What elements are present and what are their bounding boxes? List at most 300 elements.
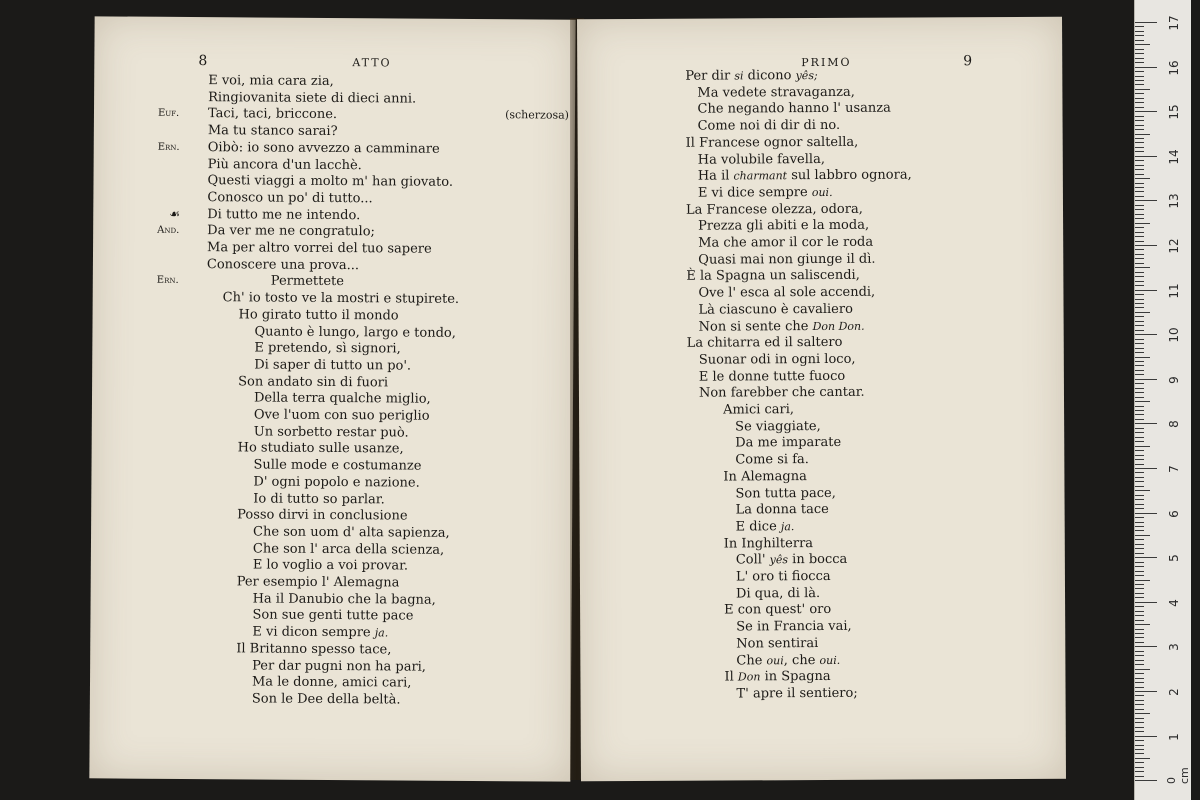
ruler-tick: [1135, 495, 1144, 496]
verse-segment: L' oro ti fiocca: [735, 568, 831, 585]
ruler-tick: [1135, 504, 1144, 505]
ruler-label: 16: [1167, 59, 1181, 76]
ruler-label: 13: [1167, 193, 1181, 210]
verse-segment: Ch' io tosto ve la mostri e stupirete.: [222, 290, 460, 307]
ruler-tick: [1135, 325, 1144, 326]
ruler-tick: [1135, 125, 1144, 126]
ruler-tick: [1135, 459, 1144, 460]
verse-text: [735, 435, 841, 451]
ruler-tick: [1135, 111, 1157, 112]
verse-text: [237, 508, 407, 524]
ruler-tick: [1135, 160, 1144, 161]
verse-text: [735, 419, 821, 434]
ruler-tick: [1135, 352, 1144, 353]
ruler-tick: [1135, 62, 1144, 63]
ruler-tick: [1135, 214, 1144, 215]
verse-segment: Son tutta pace,: [735, 485, 836, 501]
verse-segment: Il: [724, 669, 738, 685]
verse-text: [698, 218, 869, 234]
ruler-tick: [1135, 299, 1144, 300]
ruler-label: 9: [1167, 375, 1181, 384]
ruler-label: 15: [1167, 104, 1181, 120]
verse-segment: Ho studiato sulle usanze,: [237, 440, 404, 457]
ruler-tick: [1135, 388, 1144, 389]
ruler-tick: [1135, 142, 1144, 143]
ruler-tick: [1135, 102, 1144, 103]
ruler-tick: [1135, 223, 1150, 224]
ruler-label: 6: [1167, 509, 1181, 518]
verse-segment: dicono: [743, 68, 796, 84]
verse-segment: Che negando hanno l' usanza: [697, 101, 891, 118]
ruler-tick: [1135, 267, 1150, 268]
verse-text: [724, 536, 813, 551]
ruler-tick: [1135, 379, 1157, 380]
verse-segment: E vi dice sempre: [697, 184, 812, 201]
ruler-tick: [1135, 544, 1144, 545]
ruler-tick: [1135, 423, 1157, 424]
verse-segment: in Spagna: [760, 669, 831, 685]
ruler-label: 7: [1167, 465, 1181, 473]
verse-text: [254, 341, 400, 357]
ruler-tick: [1135, 44, 1150, 45]
ruler-tick: [1135, 704, 1144, 705]
verse-segment: E lo voglio a voi provar.: [252, 557, 409, 574]
ruler-tick: [1135, 624, 1150, 625]
verse-segment: Ma che amor il cor le roda: [698, 234, 874, 251]
verse-line: [581, 685, 1066, 705]
verse-text: [723, 469, 806, 484]
verse-text: [698, 251, 875, 267]
verse-segment: D' ogni popolo e nazione.: [253, 474, 420, 491]
verse-text: [698, 118, 841, 134]
verse-segment: Coll': [735, 552, 770, 568]
ruler-tick: [1135, 593, 1144, 594]
verse-text: [698, 235, 873, 251]
ruler-tick: [1135, 330, 1144, 331]
ruler-tick: [1135, 727, 1144, 728]
ruler-tick: [1135, 178, 1150, 179]
verse-segment: E dice: [735, 519, 781, 535]
ruler-tick: [1135, 281, 1144, 282]
ruler-tick: [1135, 745, 1144, 746]
verse-segment: Son andato sin di fuori: [238, 373, 389, 390]
ruler-tick: [1135, 606, 1144, 607]
ruler-tick: [1135, 254, 1144, 255]
ruler-tick: [1135, 343, 1144, 344]
verse-segment: Il Francese ognor saltella,: [685, 134, 859, 151]
verse-segment: Più ancora d'un lacchè.: [207, 156, 362, 173]
verse-segment: in bocca: [787, 552, 848, 568]
ruler-tick: [1135, 468, 1157, 469]
verse-text: [736, 519, 795, 534]
verse-text: [223, 290, 459, 307]
ruler-tick: [1135, 749, 1144, 750]
verse-segment: Non sentirai: [736, 635, 819, 652]
verse-text: [736, 652, 840, 668]
ruler-tick: [1135, 129, 1144, 130]
ruler-label: 11: [1167, 282, 1181, 299]
ruler-tick: [1135, 134, 1150, 135]
ruler-label: 10: [1167, 327, 1181, 343]
ruler-tick: [1135, 695, 1144, 696]
ruler-tick: [1135, 767, 1144, 768]
verse-text: [723, 402, 794, 417]
ruler-tick: [1135, 357, 1150, 358]
verse-text: [254, 324, 456, 340]
verse-segment: Suonar odi in ogni loco,: [698, 351, 856, 368]
verse-segment: Che son uom d' alta sapienza,: [253, 524, 450, 541]
speaker-label: Ern.: [156, 275, 179, 287]
verse-italic: charmant: [733, 169, 788, 183]
verse-text: [271, 274, 344, 290]
ruler-tick: [1135, 138, 1144, 139]
ruler-tick: [1135, 441, 1144, 442]
verse-text: [736, 636, 818, 651]
verse-italic: yês: [769, 553, 789, 567]
ruler-tick: [1135, 508, 1144, 509]
ruler-tick: [1135, 566, 1144, 567]
ruler-tick: [1135, 709, 1144, 710]
verse-text: [698, 302, 852, 318]
verse-italic: ja.: [374, 626, 389, 640]
ruler-tick: [1135, 477, 1144, 478]
verse-segment: Son le Dee della beltà.: [251, 691, 401, 708]
ruler-tick: [1135, 187, 1144, 188]
ruler-tick: [1135, 588, 1144, 589]
verse-segment: Conoscere una prova...: [206, 256, 360, 273]
ruler-tick: [1135, 776, 1144, 777]
ruler-tick: [1135, 753, 1144, 754]
ruler-tick: [1135, 562, 1144, 563]
verse-segment: Posso dirvi in conclusione: [237, 507, 408, 524]
verse-italic: Don Don.: [812, 319, 865, 333]
verse-segment: Un sorbetto restar può.: [253, 424, 409, 441]
verse-segment: Ha il Danubio che la bagna,: [252, 591, 436, 608]
ruler-tick: [1135, 294, 1144, 295]
verse-segment: Sulle mode e costumanze: [253, 457, 422, 474]
verse-text: [724, 669, 830, 685]
verse-lines: [577, 17, 1066, 782]
verse-text: [238, 374, 388, 390]
right-page: [577, 17, 1066, 782]
verse-text: [697, 85, 855, 101]
verse-italic: si: [734, 69, 744, 83]
verse-segment: Quasi mai non giunge il dì.: [698, 251, 876, 268]
ruler-tick: [1135, 486, 1144, 487]
verse-text: [207, 257, 359, 273]
ruler-tick: [1135, 218, 1144, 219]
verse-text: [253, 491, 385, 507]
verse-segment: Che: [736, 652, 767, 668]
verse-text: [736, 502, 829, 517]
ruler-tick: [1135, 98, 1144, 99]
ruler-tick: [1135, 258, 1144, 259]
verse-text: [698, 151, 825, 167]
verse-segment: Di tutto me ne intendo.: [207, 206, 361, 223]
ruler-tick: [1135, 499, 1144, 500]
verse-segment: Di saper di tutto un po'.: [254, 357, 412, 374]
ruler-tick: [1135, 762, 1144, 763]
verse-italic: oui: [766, 653, 784, 667]
ruler-tick: [1135, 339, 1144, 340]
measuring-ruler: [1134, 0, 1191, 800]
ruler-tick: [1135, 205, 1144, 206]
verse-text: [208, 90, 416, 106]
ruler-tick: [1135, 584, 1144, 585]
ruler-tick: [1135, 713, 1150, 714]
ruler-tick: [1135, 771, 1144, 772]
verse-text: [697, 101, 890, 117]
ruler-tick: [1135, 26, 1144, 27]
verse-segment: Della terra qualche miglio,: [253, 390, 431, 407]
verse-text: [698, 285, 875, 301]
ruler-label: 2: [1167, 688, 1181, 696]
ruler-tick: [1135, 450, 1144, 451]
page-number: 8: [198, 53, 208, 70]
ruler-tick: [1135, 437, 1144, 438]
verse-text: [253, 558, 408, 574]
ruler-tick: [1135, 580, 1150, 581]
ruler-tick: [1135, 241, 1144, 242]
verse-text: [698, 168, 912, 184]
verse-segment: Quanto è lungo, largo e tondo,: [254, 323, 456, 341]
ruler-tick: [1135, 530, 1144, 531]
ruler-unit-label: 0 cm: [1165, 767, 1191, 784]
verse-segment: Se viaggiate,: [735, 418, 821, 435]
ruler-tick: [1135, 365, 1144, 366]
ruler-tick: [1135, 758, 1150, 759]
verse-text: [237, 574, 400, 590]
ruler-label: 14: [1167, 149, 1181, 165]
running-head: ATTO: [352, 56, 392, 70]
ruler-tick: [1135, 472, 1144, 473]
ruler-tick: [1135, 165, 1144, 166]
ruler-label: 5: [1167, 554, 1181, 563]
ruler-tick: [1135, 428, 1144, 429]
ruler-tick: [1135, 31, 1144, 32]
ruler-tick: [1135, 374, 1144, 375]
verse-text: [208, 107, 337, 123]
page-number: 9: [963, 53, 973, 70]
ruler-tick: [1135, 321, 1144, 322]
verse-segment: Da ver me ne congratulo;: [207, 223, 375, 240]
ruler-tick: [1135, 575, 1144, 576]
verse-segment: La donna tace: [735, 502, 829, 518]
verse-text: [207, 190, 372, 206]
running-head: PRIMO: [801, 55, 852, 70]
ruler-tick: [1135, 58, 1144, 59]
verse-text: [687, 335, 843, 351]
ruler-tick: [1135, 637, 1144, 638]
ruler-tick: [1135, 526, 1144, 527]
left-page: [89, 16, 575, 781]
verse-segment: Ho girato tutto il mondo: [238, 307, 399, 324]
verse-text: [208, 140, 440, 157]
ruler-tick: [1135, 116, 1144, 117]
ruler-tick: [1135, 633, 1144, 634]
ruler-tick: [1135, 490, 1150, 491]
ruler-tick: [1135, 571, 1144, 572]
ruler-tick: [1135, 84, 1144, 85]
verse-text: [207, 223, 375, 239]
ruler-tick: [1135, 35, 1144, 36]
ruler-tick: [1135, 548, 1144, 549]
verse-segment: Come si fa.: [735, 452, 809, 468]
verse-text: [735, 485, 835, 501]
verse-segment: Da me imparate: [735, 435, 842, 451]
speaker-label: Euf.: [157, 108, 180, 120]
verse-segment: Ringiovanita siete di dieci anni.: [208, 89, 417, 107]
verse-segment: E pretendo, sì signori,: [254, 340, 401, 357]
ruler-tick: [1135, 740, 1144, 741]
verse-text: [208, 73, 334, 89]
ruler-tick: [1135, 348, 1144, 349]
ruler-tick: [1135, 285, 1144, 286]
ruler-tick: [1135, 615, 1144, 616]
ruler-tick: [1135, 611, 1144, 612]
ruler-tick: [1135, 731, 1144, 732]
verse-text: [239, 307, 399, 323]
ruler-tick: [1135, 249, 1144, 250]
verse-segment: Ma le donne, amici cari,: [251, 674, 412, 691]
ruler-tick: [1135, 397, 1144, 398]
verse-text: [686, 268, 860, 284]
verse-segment: E voi, mia cara zia,: [208, 73, 334, 90]
verse-text: [208, 123, 338, 139]
ruler-tick: [1135, 40, 1144, 41]
ruler-tick: [1135, 557, 1157, 558]
ruler-tick: [1135, 419, 1144, 420]
ruler-tick: [1135, 245, 1157, 246]
verse-text: [252, 691, 401, 707]
verse-segment: Ma vedete stravaganza,: [697, 84, 855, 101]
verse-segment: Oibò: io sono avvezzo a camminare: [207, 139, 440, 157]
verse-segment: E le donne tutte fuoco: [698, 368, 846, 385]
ruler-tick: [1135, 655, 1144, 656]
verse-text: [253, 591, 436, 607]
verse-segment: E con quest' oro: [724, 602, 832, 618]
ruler-tick: [1135, 691, 1157, 692]
verse-text: [699, 318, 865, 334]
verse-segment: Conosco un po' di tutto...: [207, 190, 373, 207]
ruler-tick: [1135, 276, 1144, 277]
verse-segment: Per esempio l' Alemagna: [236, 574, 400, 591]
ruler-tick: [1135, 700, 1144, 701]
ruler-tick: [1135, 307, 1144, 308]
ruler-tick: [1135, 80, 1144, 81]
ruler-tick: [1135, 629, 1144, 630]
ruler-tick: [1135, 232, 1144, 233]
ruler-tick: [1135, 76, 1144, 77]
ruler-tick: [1135, 539, 1144, 540]
verse-text: [252, 608, 413, 624]
ruler-tick: [1135, 522, 1144, 523]
ruler-tick: [1135, 151, 1144, 152]
ruler-tick: [1135, 71, 1144, 72]
verse-segment: Amici cari,: [723, 402, 795, 418]
ruler-tick: [1135, 196, 1144, 197]
verse-text: [724, 602, 831, 618]
ruler-tick: [1135, 361, 1144, 362]
verse-segment: Non farebber che cantar.: [698, 385, 865, 401]
verse-segment: Ha volubile favella,: [697, 151, 825, 168]
verse-segment: E vi dicon sempre: [252, 624, 375, 641]
verse-text: [699, 352, 856, 368]
ruler-tick: [1135, 263, 1144, 264]
verse-segment: Per dir: [685, 68, 735, 84]
verse-segment: La Francese olezza, odora,: [685, 201, 863, 218]
ruler-tick: [1135, 722, 1144, 723]
verse-italic: yês;: [795, 69, 818, 83]
verse-segment: Ove l'uom con suo periglio: [253, 407, 430, 424]
ruler-tick: [1135, 620, 1144, 621]
verse-text: [737, 686, 858, 702]
verse-segment: Ma per altro vorrei del tuo sapere: [207, 240, 432, 257]
ruler-tick: [1135, 67, 1157, 68]
verse-italic: Don: [737, 670, 761, 684]
verse-text: [253, 458, 421, 474]
verse-segment: Ha il: [697, 168, 734, 184]
ruler-tick: [1135, 191, 1144, 192]
verse-text: [686, 201, 863, 217]
verse-text: [236, 641, 391, 657]
ruler-tick: [1135, 107, 1144, 108]
verse-segment: Io di tutto so parlar.: [253, 490, 385, 507]
ruler-tick: [1135, 410, 1144, 411]
ruler-tick: [1135, 455, 1144, 456]
verse-text: [736, 569, 831, 584]
verse-segment: Ma tu stanco sarai?: [207, 123, 338, 140]
ruler-tick: [1135, 334, 1157, 335]
verse-text: [736, 586, 820, 601]
ruler-label: 17: [1167, 15, 1181, 31]
verse-segment: Permettete: [270, 273, 345, 290]
verse-italic: ja.: [780, 520, 795, 534]
ruler-tick: [1135, 597, 1144, 598]
ruler-tick: [1135, 660, 1144, 661]
verse-segment: Là ciascuno è cavaliero: [698, 301, 853, 318]
ruler-tick: [1135, 535, 1150, 536]
ornament-glyph: ☙: [169, 206, 181, 221]
verse-text: [254, 407, 430, 423]
verse-segment: Prezza gli abiti e la moda,: [698, 218, 870, 234]
verse-text: [253, 474, 419, 490]
verse-text: [238, 441, 404, 457]
verse-segment: Son sue genti tutte pace: [252, 607, 414, 624]
ruler-tick: [1135, 642, 1144, 643]
verse-segment: Il Britanno spesso tace,: [236, 641, 392, 658]
verse-text: [735, 452, 809, 467]
ruler-tick: [1135, 303, 1144, 304]
verse-segment: In Alemagna: [723, 468, 807, 485]
speaker-label: And.: [157, 225, 180, 237]
speaker-label: Ern.: [157, 141, 180, 153]
verse-text: [207, 240, 432, 257]
ruler-label: 3: [1167, 643, 1181, 652]
stage-direction: (scherzosa): [505, 108, 570, 123]
ruler-tick: [1135, 169, 1144, 170]
verse-text: [254, 391, 431, 407]
ruler-tick: [1135, 209, 1144, 210]
verse-segment: , che: [783, 652, 820, 668]
ruler-tick: [1135, 517, 1144, 518]
ruler-tick: [1135, 464, 1144, 465]
ruler-tick: [1135, 414, 1144, 415]
ruler-tick: [1135, 553, 1144, 554]
ruler-tick: [1135, 49, 1144, 50]
ruler-tick: [1135, 22, 1157, 23]
ruler-tick: [1135, 432, 1144, 433]
